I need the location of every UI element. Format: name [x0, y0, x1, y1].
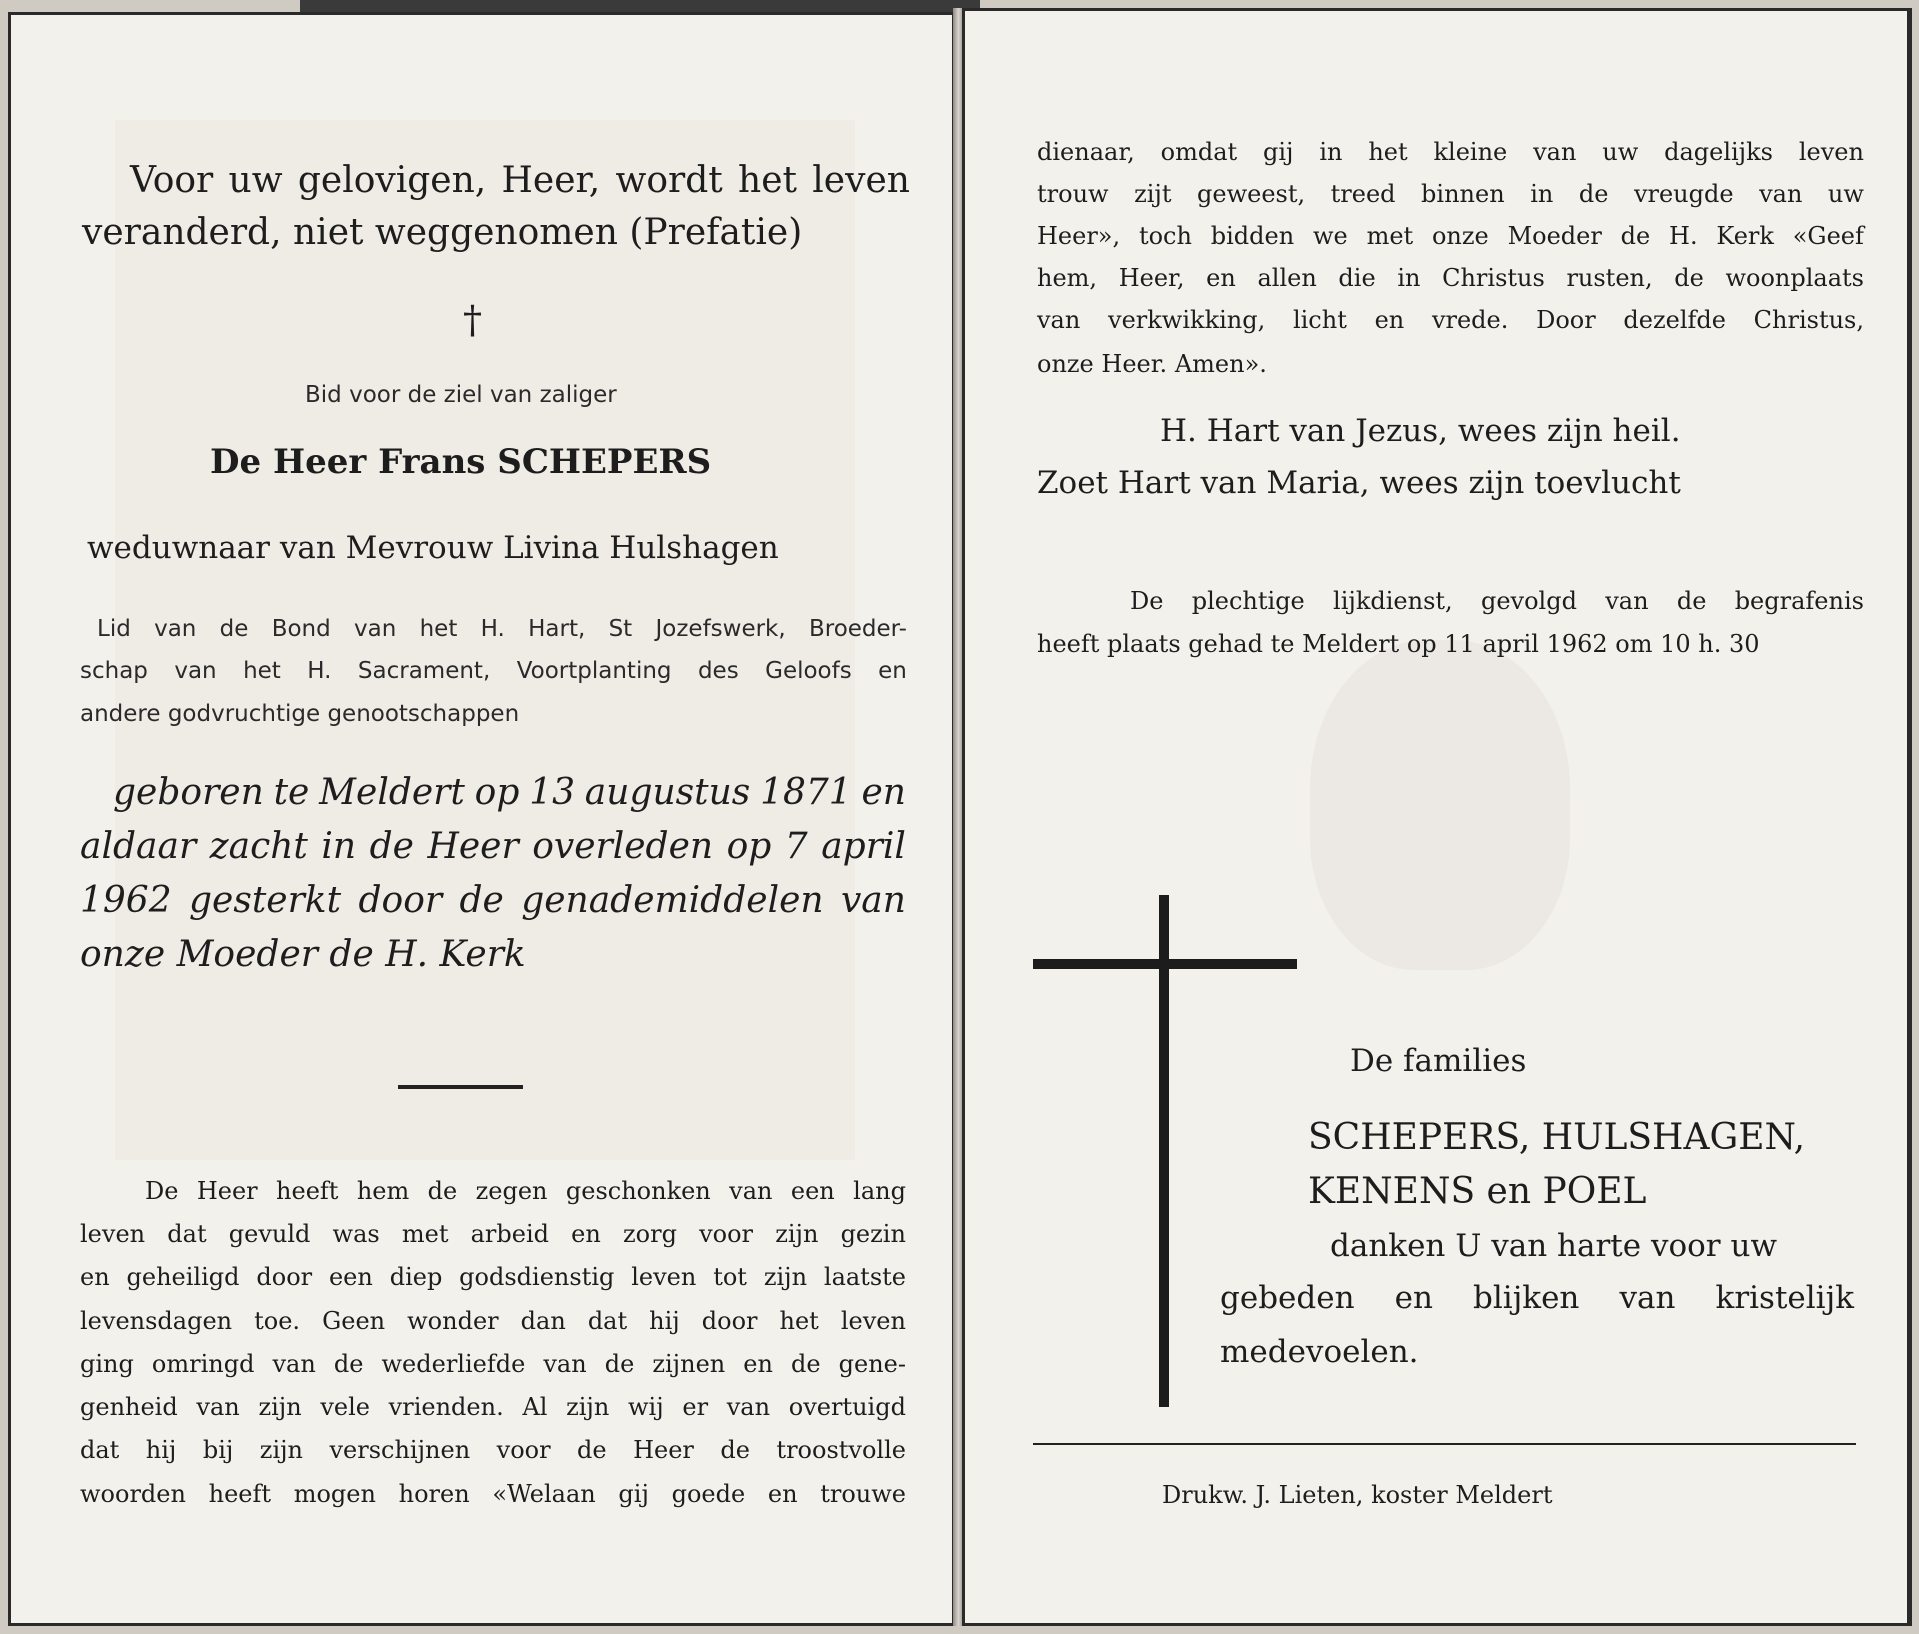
thanks-line-1: danken U van harte voor uw [1330, 1228, 1777, 1264]
thanks-line-2: gebeden en blijken van kristelijk [1220, 1280, 1854, 1316]
text-line: van verkwikking, licht en vrede. Door dezelfde Christus, [1037, 306, 1864, 334]
thanks-line-3: medevoelen. [1220, 1334, 1419, 1370]
text-line: ging omringd van de wederliefde van de zijnen en de gene- [80, 1350, 906, 1378]
membership-line-1: Lid van de Bond van het H. Hart, St Jozefswerk, Broeder- [97, 616, 907, 642]
text-line: De Heer heeft hem de zegen geschonken van een lang [145, 1177, 906, 1205]
large-cross-icon [1159, 895, 1169, 1407]
membership-line-2: schap van het H. Sacrament, Voortplanting des Geloofs en [80, 658, 907, 684]
text-line: dat hij bij zijn verschijnen voor de Heer de troostvolle [80, 1436, 906, 1464]
birth-line-2: aldaar zacht in de Heer overleden op 7 april [80, 826, 906, 867]
text-line: dienaar, omdat gij in het kleine van uw dagelijks leven [1037, 138, 1864, 166]
text-line: leven dat gevuld was met arbeid en zorg voor zijn gezin [80, 1220, 906, 1248]
text-line: hem, Heer, en allen die in Christus rusten, de woonplaats [1037, 264, 1864, 292]
birth-line-3: 1962 gesterkt door de genademiddelen van [80, 880, 906, 921]
deceased-name: De Heer Frans SCHEPERS [210, 442, 712, 482]
invocation-line-1: H. Hart van Jezus, wees zijn heil. [1160, 413, 1681, 449]
text-line: trouw zijt geweest, treed binnen in de vreugde van uw [1037, 180, 1864, 208]
large-cross-arm [1033, 959, 1297, 969]
invocation-line-2: Zoet Hart van Maria, wees zijn toevlucht [1037, 465, 1681, 501]
top-edge-tab [300, 0, 980, 12]
funeral-line-1: De plechtige lijkdienst, gevolgd van de begrafenis [1130, 587, 1864, 615]
bottom-rule [1033, 1443, 1856, 1445]
text-line: en geheiligd door een diep godsdienstig leven tot zijn laatste [80, 1263, 906, 1291]
widower-line: weduwnaar van Mevrouw Livina Hulshagen [87, 530, 779, 566]
text-line: Heer», toch bidden we met onze Moeder de H. Kerk «Geef [1037, 222, 1864, 250]
text-line: woorden heeft mogen horen «Welaan gij goede en trouwe [80, 1480, 906, 1508]
families-names-line-2: KENENS en POEL [1308, 1171, 1647, 1212]
text-line: levensdagen toe. Geen wonder dan dat hij door het leven [80, 1307, 906, 1335]
quote-line-2: veranderd, niet weggenomen (Prefatie) [82, 212, 803, 253]
cross-symbol: † [463, 298, 482, 342]
text-line: onze Heer. Amen». [1037, 350, 1267, 378]
families-heading: De families [1350, 1043, 1527, 1079]
printer-credit: Drukw. J. Lieten, koster Meldert [1162, 1481, 1553, 1509]
quote-line-1: Voor uw gelovigen, Heer, wordt het leven [130, 160, 910, 201]
funeral-line-2: heeft plaats gehad te Meldert op 11 april 1962 om 10 h. 30 [1037, 630, 1760, 658]
faded-ornament-show-through [1310, 640, 1570, 970]
birth-line-1: geboren te Meldert op 13 augustus 1871 en [113, 772, 906, 813]
membership-line-3: andere godvruchtige genootschappen [80, 701, 520, 727]
text-line: genheid van zijn vele vrienden. Al zijn wij er van overtuigd [80, 1393, 906, 1421]
birth-line-4: onze Moeder de H. Kerk [80, 934, 526, 975]
prayer-intro: Bid voor de ziel van zaliger [305, 382, 617, 408]
families-names-line-1: SCHEPERS, HULSHAGEN, [1308, 1117, 1806, 1158]
section-divider [398, 1085, 523, 1089]
